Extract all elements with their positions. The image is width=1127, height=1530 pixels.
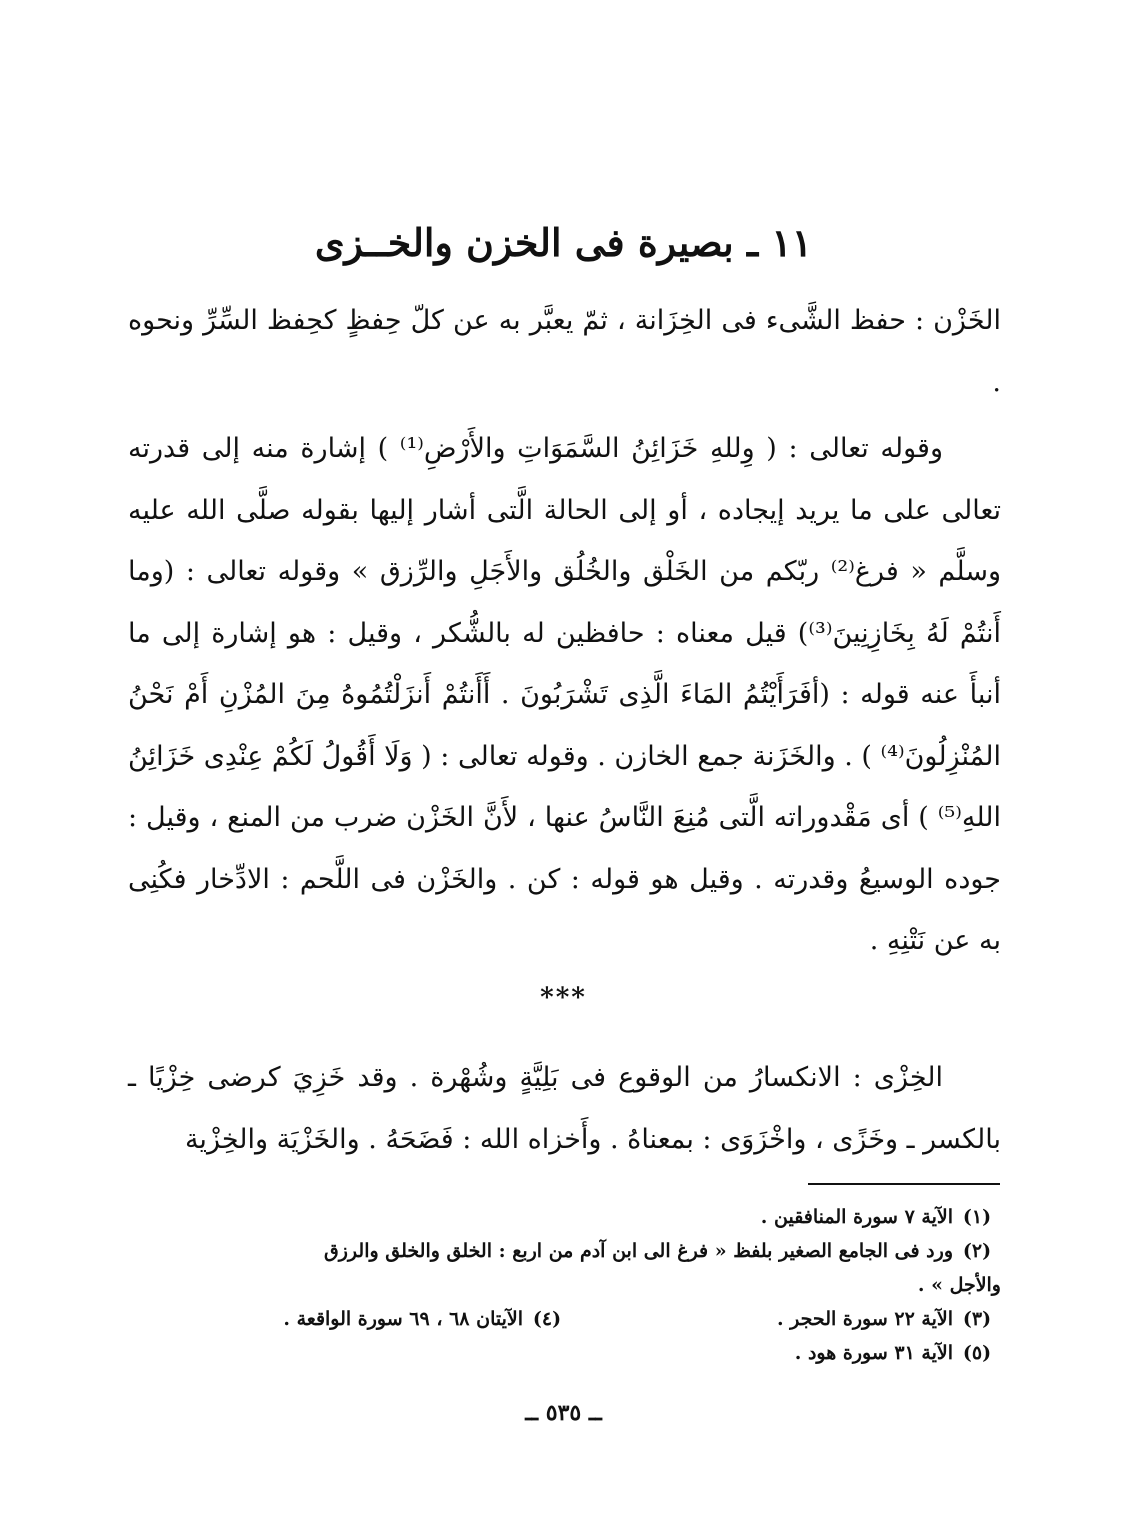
footnote-text: الآية ٢٢ سورة الحجر .	[776, 1308, 953, 1330]
footnote-number: (٤)	[532, 1308, 562, 1330]
footnote-row-3-4	[128, 1302, 1001, 1336]
footnote-text: الآية ٧ سورة المنافقين .	[760, 1206, 953, 1228]
footnote-5	[128, 1336, 1001, 1370]
footnote-number: (٢)	[962, 1240, 992, 1262]
footnote-divider	[808, 1183, 1000, 1185]
footnotes	[128, 1200, 1001, 1370]
paragraph-khazn-definition: الخَزْن : حفظ الشَّىء فى الخِزَانة ، ثمّ يعبَّر به عن كلّ حِفظٍ كحِفظ السِّرِّ ونحوه .	[128, 305, 1001, 398]
footnote-3	[571, 1302, 1001, 1336]
footnote-4	[141, 1302, 571, 1336]
footnote-1	[128, 1200, 1001, 1234]
section-separator: ***	[540, 983, 587, 1013]
footnote-number: (٥)	[962, 1342, 992, 1364]
footnote-text: الآيتان ٦٨ ، ٦٩ سورة الواقعة .	[283, 1308, 523, 1330]
footnote-2-continuation	[128, 1268, 1001, 1302]
footnote-number: (١)	[962, 1206, 992, 1228]
paragraph-khazn-quranic: وقوله تعالى : ( وِللهِ خَزَائِنُ السَّمَوَاتِ والأَرْضِ⁽¹⁾ ) إشارة منه إلى قدرته تعالى على ما يريد إيجاده ، أو إلى الحالة الَّتى أشار إليها بقوله صلَّى الله عليه وسلَّم « فرغ⁽²⁾ ربّكم من الخَلْق والخُلُق والأَجَلِ والرِّزق » وقوله تعالى : (وما أَنتُمْ لَهُ بِخَازِنِينَ⁽³⁾) قيل معناه : حافظين له بالشُّكر ، وقيل : هو إشارة إلى ما أنبأَ عنه قوله : (أفَرَأَيْتُمُ المَاءَ الَّذِى تَشْرَبُونَ . أَأَنتُمْ أَنزَلْتُمُوهُ مِنَ المُزْنِ أَمْ نَحْنُ المُنْزِلُونَ⁽⁴⁾ ) . والخَزَنة جمع الخازن . وقوله تعالى : ( وَلَا أَقُولُ لَكُمْ عِنْدِى خَزَائِنُ اللهِ⁽⁵⁾ ) أى مَقْدوراته الَّتى مُنِعَ النَّاسُ عنها ، لأَنَّ الخَزْن ضرب من المنع ، وقيل : جوده الوسيعُ وقدرته . وقيل هو قوله : كن . والخَزْن فى اللَّحم : الادِّخار فكُنِى به عن نَتْنِهِ .	[128, 433, 1002, 956]
footnote-2	[128, 1234, 1001, 1268]
footnote-text: والأجل » .	[917, 1274, 1001, 1296]
footnote-number: (٣)	[962, 1308, 992, 1330]
section-title: ١١ ـ بصيرة فى الخزن والخــزى	[314, 220, 813, 265]
paragraph-khizy-definition: الخِزْى : الانكسارُ من الوقوع فى بَلِيَّةٍ وشُهْرة . وقد خَزِيَ كرضى خِزْيًا ـ بالكسر ـ وخَزًى ، واخْزَوَى : بمعناهُ . وأَخزاه الله : فَضَحَهُ . والخَزْيَة والخِزْية	[128, 1062, 1001, 1155]
page-number: ــ ٥٣٥ ــ	[525, 1400, 602, 1426]
footnote-text: ورد فى الجامع الصغير بلفظ « فرغ الى ابن آدم من اربع : الخلق والخلق والرزق	[324, 1240, 953, 1262]
footnote-text: الآية ٣١ سورة هود .	[794, 1342, 953, 1364]
